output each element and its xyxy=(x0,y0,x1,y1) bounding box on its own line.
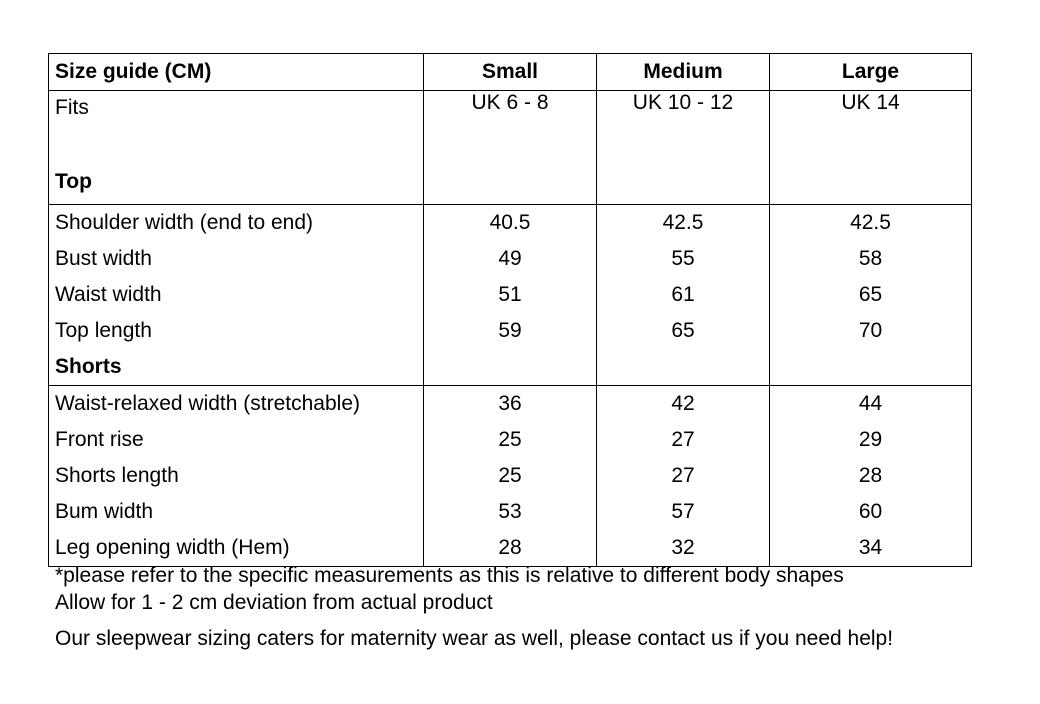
value-medium: 42.5 xyxy=(597,205,770,242)
value-medium: 32 xyxy=(597,530,770,567)
row-label: Waist width xyxy=(49,277,424,313)
value-small: 51 xyxy=(424,277,597,313)
shorts-section-row xyxy=(49,349,972,386)
row-label: Shoulder width (end to end) xyxy=(49,205,424,242)
value-small: 25 xyxy=(424,458,597,494)
value-medium: 27 xyxy=(597,422,770,458)
table-row xyxy=(49,205,972,242)
value-large: 60 xyxy=(770,494,972,530)
fits-medium: UK 10 - 12 xyxy=(597,91,770,205)
top-section-label: Top xyxy=(55,170,92,193)
row-label: Shorts length xyxy=(49,458,424,494)
value-large: 44 xyxy=(770,386,972,423)
table-row xyxy=(49,422,972,458)
row-label: Bum width xyxy=(49,494,424,530)
size-guide-table xyxy=(48,53,972,567)
value-large: 29 xyxy=(770,422,972,458)
value-small: 36 xyxy=(424,386,597,423)
value-small: 59 xyxy=(424,313,597,349)
value-small: 25 xyxy=(424,422,597,458)
fits-label: Fits xyxy=(55,96,89,119)
fits-row xyxy=(49,91,972,205)
table-row xyxy=(49,277,972,313)
value-small: 53 xyxy=(424,494,597,530)
shorts-section-label: Shorts xyxy=(49,349,424,386)
table-row xyxy=(49,386,972,423)
note-measurements: *please refer to the specific measurements as this is relative to different body shapes xyxy=(55,564,844,587)
value-medium: 27 xyxy=(597,458,770,494)
value-small: 28 xyxy=(424,530,597,567)
table-row xyxy=(49,241,972,277)
header-medium: Medium xyxy=(597,54,770,91)
value-large: 65 xyxy=(770,277,972,313)
table-row xyxy=(49,458,972,494)
table-row xyxy=(49,313,972,349)
value-large: 34 xyxy=(770,530,972,567)
row-label: Waist-relaxed width (stretchable) xyxy=(49,386,424,423)
value-large: 58 xyxy=(770,241,972,277)
value-medium: 57 xyxy=(597,494,770,530)
value-medium: 65 xyxy=(597,313,770,349)
fits-cell xyxy=(49,91,424,205)
fits-small: UK 6 - 8 xyxy=(424,91,597,205)
row-label: Front rise xyxy=(49,422,424,458)
value-medium: 61 xyxy=(597,277,770,313)
header-small: Small xyxy=(424,54,597,91)
value-small: 49 xyxy=(424,241,597,277)
row-label: Leg opening width (Hem) xyxy=(49,530,424,567)
note-deviation: Allow for 1 - 2 cm deviation from actual product xyxy=(55,591,493,614)
value-medium: 42 xyxy=(597,386,770,423)
row-label: Bust width xyxy=(49,241,424,277)
notes xyxy=(55,562,893,652)
table-row xyxy=(49,494,972,530)
header-large: Large xyxy=(770,54,972,91)
value-small: 40.5 xyxy=(424,205,597,242)
value-large: 42.5 xyxy=(770,205,972,242)
value-large: 28 xyxy=(770,458,972,494)
fits-large: UK 14 xyxy=(770,91,972,205)
header-row xyxy=(49,54,972,91)
row-label: Top length xyxy=(49,313,424,349)
note-maternity: Our sleepwear sizing caters for maternity wear as well, please contact us if you need help! xyxy=(55,627,894,650)
header-size-guide: Size guide (CM) xyxy=(49,54,424,91)
value-medium: 55 xyxy=(597,241,770,277)
value-large: 70 xyxy=(770,313,972,349)
